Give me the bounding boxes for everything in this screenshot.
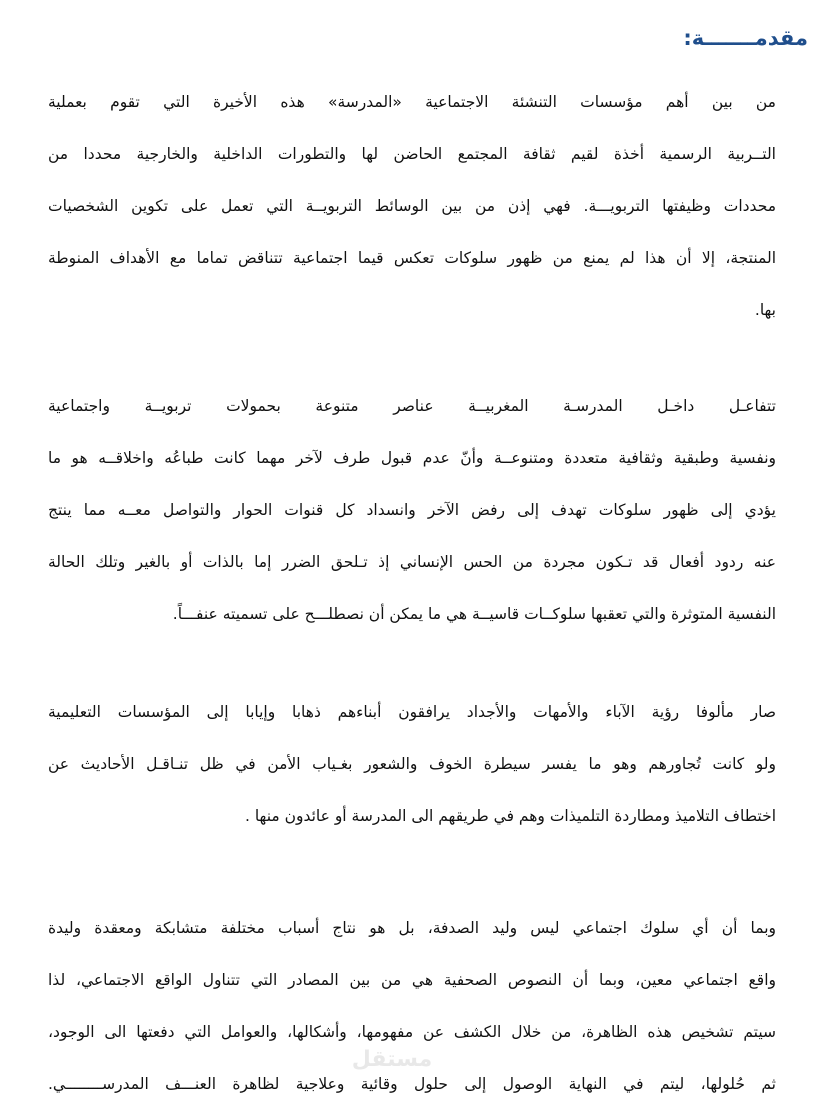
section-heading: مقدمـــــــة: (683, 26, 808, 50)
paragraph-1 (48, 76, 776, 336)
svg-text:مستقل: مستقل (352, 1047, 432, 1072)
watermark-logo (352, 1038, 432, 1078)
paragraph-2 (48, 380, 776, 640)
paragraph-line: تتفاعـل داخـل المدرسـة المغربيــة عناصر متنوعة بحمولات تربويــة واجتماعية (48, 397, 776, 415)
paragraph-line: اختطاف التلاميذ ومطاردة التلميذات وهم في طريقهم الى المدرسة أو عائدون منها . (244, 807, 776, 825)
paragraph-line: صار مألوفا رؤية الآباء والأمهات والأجداد يرافقون أبناءهم ذهابا وإيابا إلى المؤسسات التعليمية (48, 703, 776, 721)
paragraph-line: المنتجة، إلا أن هذا لم يمنع من ظهور سلوكات تعكس قيما اجتماعية تتناقض تماما مع الأهداف المنوطة (48, 249, 776, 267)
paragraph-line: محددات وظيفتها التربويـــة. فهي إذن من بين الوسائط التربويــة التي تعمل على تكوين الشخصيات (48, 197, 776, 215)
paragraph-line: من بين أهم مؤسسات التنشئة الاجتماعية «المدرسة» هذه الأخيرة التي تقوم بعملية (48, 93, 776, 111)
paragraph-line: ولو كانت تُجاورهم وهو ما يفسر سيطرة الخوف والشعور بغـياب الأمن في ظل تنـاقـل الأحاديث عن (48, 755, 776, 773)
paragraph-line: بها. (754, 301, 776, 319)
paragraph-line: واقع اجتماعي معين، وبما أن النصوص الصحفية هي من بين المصادر التي تتناول الواقع الاجتماعي، لذا (48, 971, 776, 989)
paragraph-line: ثم حُلولها، ليتم في النهاية الوصول إلى حلول وقائية وعلاجية لظاهرة العنـــف المدرســــــــي. (48, 1075, 776, 1093)
paragraph-line: النفسية المتوثرة والتي تعقبها سلوكــات قاسيــة هي ما يمكن أن نصطلـــح على تسميته عنفـــاً. (172, 605, 776, 623)
paragraph-3 (48, 686, 776, 842)
paragraph-line: سيتم تشخيص هذه الظاهرة، من خلال الكشف عن مفهومها، وأشكالها، والعوامل التي دفعتها الى الوجود، (48, 1023, 776, 1041)
paragraph-line: عنه ردود أفعال قد تـكون مجردة من الحس الإنساني إذ تـلحق الضرر إما بالذات أو بالغير وتلك الحالة (48, 553, 776, 571)
paragraph-line: التــربية الرسمية أخذة لقيم ثقافة المجتمع الحاضن لها والتطورات الداخلية والخارجية محددا من (48, 145, 776, 163)
paragraph-4 (48, 902, 776, 1110)
paragraph-line: يؤدي إلى ظهور سلوكات تهدف إلى رفض الآخر وانسداد كل قنوات الحوار والتواصل معــه مما ينتج (48, 501, 776, 519)
paragraph-line: ونفسية وطبقية وثقافية متعددة ومتنوعــة وأنّ عدم قبول طرف لآخر مهما كانت طباعُه واخلاقــه هو ما (48, 449, 776, 467)
paragraph-line: وبما أن أي سلوك اجتماعي ليس وليد الصدفة، بل هو نتاج أسباب مختلفة متشابكة ومعقدة وليدة (48, 919, 776, 937)
